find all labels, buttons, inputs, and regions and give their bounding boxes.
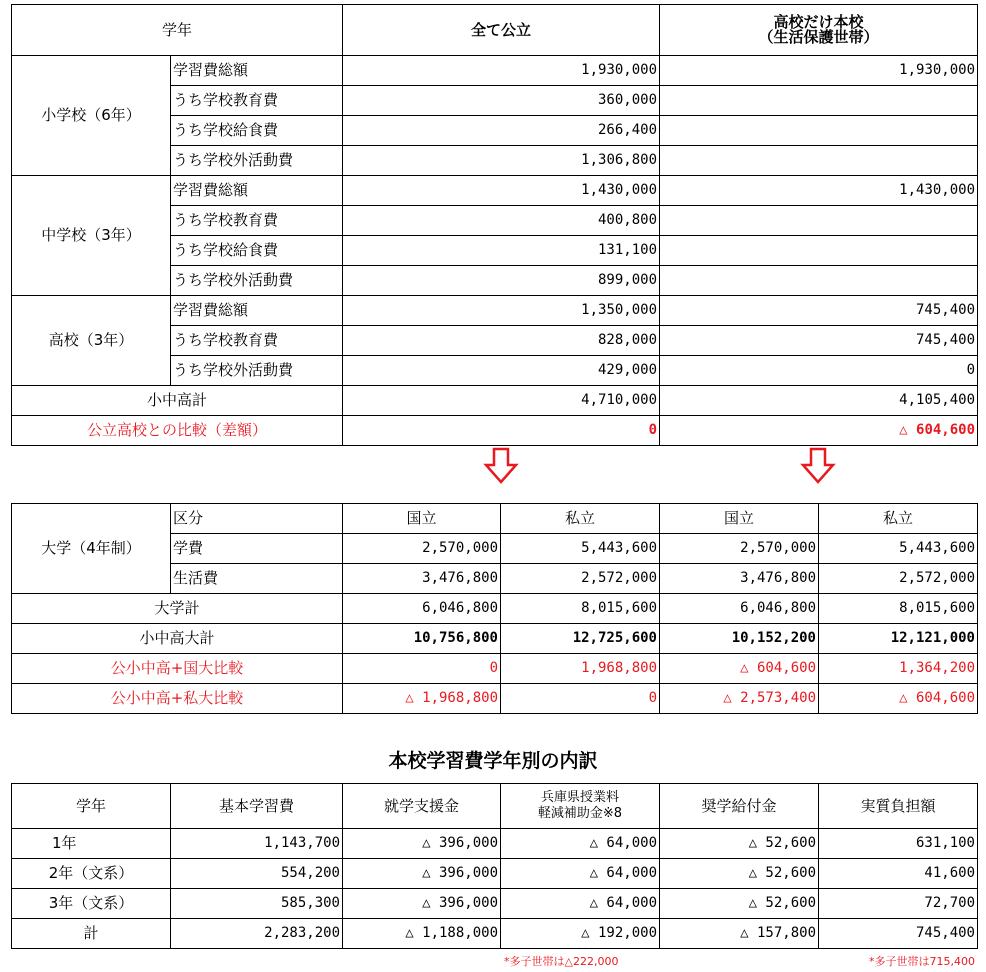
grade-label: 計: [12, 919, 171, 949]
total-label: 小中高計: [12, 386, 343, 416]
value-cell: △ 604,600: [660, 654, 819, 684]
value-cell: 8,015,600: [501, 594, 660, 624]
high-school-label: 高校（3年）: [12, 296, 171, 386]
public-value: 360,000: [343, 86, 660, 116]
public-value: 1,430,000: [343, 176, 660, 206]
table-row: [12, 859, 978, 889]
university-total-row: [12, 594, 978, 624]
value-cell: 10,756,800: [343, 624, 501, 654]
honko-value: [660, 266, 978, 296]
public-value: 266,400: [343, 116, 660, 146]
item-label: うち学校給食費: [171, 236, 343, 266]
public-value: 1,350,000: [343, 296, 660, 326]
value-cell: △ 396,000: [343, 889, 501, 919]
value-cell: 585,300: [171, 889, 343, 919]
private-compare-row: [12, 684, 978, 714]
public-value: 131,100: [343, 236, 660, 266]
item-label: 学習費総額: [171, 176, 343, 206]
compare-row: [12, 416, 978, 446]
value-cell: 12,121,000: [819, 624, 978, 654]
item-label: うち学校教育費: [171, 86, 343, 116]
value-cell: 0: [501, 684, 660, 714]
value-cell: △ 52,600: [660, 829, 819, 859]
scholarship-header: 奨学給付金: [660, 784, 819, 829]
compare-honko: △ 604,600: [660, 416, 978, 446]
grade-label: 3年（文系）: [12, 889, 171, 919]
grade-label: 1年: [12, 829, 171, 859]
value-cell: 12,725,600: [501, 624, 660, 654]
support-fund-header: 就学支援金: [343, 784, 501, 829]
honko-header-line1: 高校だけ本校: [773, 13, 864, 31]
item-label: 生活費: [171, 564, 343, 594]
total-public: 4,710,000: [343, 386, 660, 416]
yearly-breakdown-table: [11, 783, 978, 949]
honko-value: [660, 146, 978, 176]
value-cell: △ 192,000: [501, 919, 660, 949]
value-cell: 554,200: [171, 859, 343, 889]
value-cell: 2,570,000: [660, 534, 819, 564]
grade-label: 2年（文系）: [12, 859, 171, 889]
value-cell: 3,476,800: [660, 564, 819, 594]
value-cell: 2,283,200: [171, 919, 343, 949]
total-row: [12, 386, 978, 416]
item-label: 学費: [171, 534, 343, 564]
value-cell: △ 64,000: [501, 889, 660, 919]
table-row: [12, 56, 978, 86]
value-cell: △ 1,968,800: [343, 684, 501, 714]
multi-child-note-right: *多子世帯は715,400: [869, 955, 975, 968]
table-row: [12, 829, 978, 859]
university-total-label: 大学計: [12, 594, 343, 624]
value-cell: △ 1,188,000: [343, 919, 501, 949]
honko-value: [660, 116, 978, 146]
value-cell: △ 157,800: [660, 919, 819, 949]
national-compare-label: 公小中高+国大比較: [12, 654, 343, 684]
university-cost-table: [11, 503, 978, 714]
hyogo-header-line2: 軽減補助金※8: [537, 806, 623, 821]
grand-total-row: [12, 624, 978, 654]
breakdown-title: 本校学習費学年別の内訳: [388, 750, 598, 772]
compulsory-education-cost-table: [11, 4, 978, 446]
hyogo-header-line1: 兵庫県授業料: [540, 790, 619, 805]
value-cell: 41,600: [819, 859, 978, 889]
honko-value: [660, 206, 978, 236]
elementary-label: 小学校（6年）: [12, 56, 171, 176]
table3-header-row: [12, 784, 978, 829]
honko-header-line2: （生活保護世帯）: [758, 28, 879, 46]
down-arrow-icon: [800, 447, 836, 485]
national-header: 国立: [660, 504, 819, 534]
honko-value: 745,400: [660, 326, 978, 356]
value-cell: 3,476,800: [343, 564, 501, 594]
table2-header-row: [12, 504, 978, 534]
value-cell: 1,968,800: [501, 654, 660, 684]
item-label: うち学校給食費: [171, 116, 343, 146]
item-label: うち学校外活動費: [171, 146, 343, 176]
item-label: うち学校教育費: [171, 326, 343, 356]
hyogo-subsidy-header: [501, 784, 660, 829]
private-header: 私立: [819, 504, 978, 534]
table-row: [12, 919, 978, 949]
value-cell: △ 604,600: [819, 684, 978, 714]
value-cell: 2,570,000: [343, 534, 501, 564]
value-cell: 745,400: [819, 919, 978, 949]
private-header: 私立: [501, 504, 660, 534]
item-label: うち学校教育費: [171, 206, 343, 236]
value-cell: 0: [343, 654, 501, 684]
item-label: うち学校外活動費: [171, 266, 343, 296]
honko-header: [660, 5, 978, 56]
public-value: 1,306,800: [343, 146, 660, 176]
item-label: 学習費総額: [171, 56, 343, 86]
public-value: 1,930,000: [343, 56, 660, 86]
national-compare-row: [12, 654, 978, 684]
public-value: 828,000: [343, 326, 660, 356]
all-public-header: 全て公立: [343, 5, 660, 56]
value-cell: △ 396,000: [343, 829, 501, 859]
value-cell: 631,100: [819, 829, 978, 859]
value-cell: △ 64,000: [501, 859, 660, 889]
honko-value: 1,430,000: [660, 176, 978, 206]
table-row: [12, 176, 978, 206]
value-cell: 1,364,200: [819, 654, 978, 684]
public-value: 400,800: [343, 206, 660, 236]
basic-cost-header: 基本学習費: [171, 784, 343, 829]
table-row: [12, 889, 978, 919]
grand-total-label: 小中高大計: [12, 624, 343, 654]
value-cell: 1,143,700: [171, 829, 343, 859]
university-label: 大学（4年制）: [12, 504, 171, 594]
value-cell: 5,443,600: [819, 534, 978, 564]
public-value: 899,000: [343, 266, 660, 296]
public-value: 429,000: [343, 356, 660, 386]
item-label: 学習費総額: [171, 296, 343, 326]
value-cell: 72,700: [819, 889, 978, 919]
total-honko: 4,105,400: [660, 386, 978, 416]
junior-label: 中学校（3年）: [12, 176, 171, 296]
value-cell: 2,572,000: [819, 564, 978, 594]
table-row: [12, 296, 978, 326]
honko-value: [660, 86, 978, 116]
honko-value: [660, 236, 978, 266]
private-compare-label: 公小中高+私大比較: [12, 684, 343, 714]
compare-public: 0: [343, 416, 660, 446]
honko-value: 0: [660, 356, 978, 386]
value-cell: △ 52,600: [660, 859, 819, 889]
value-cell: △ 64,000: [501, 829, 660, 859]
value-cell: 6,046,800: [660, 594, 819, 624]
honko-value: 745,400: [660, 296, 978, 326]
value-cell: 2,572,000: [501, 564, 660, 594]
value-cell: 6,046,800: [343, 594, 501, 624]
national-header: 国立: [343, 504, 501, 534]
multi-child-note-left: *多子世帯は△222,000: [504, 955, 619, 968]
honko-value: 1,930,000: [660, 56, 978, 86]
item-label: うち学校外活動費: [171, 356, 343, 386]
value-cell: 8,015,600: [819, 594, 978, 624]
value-cell: 5,443,600: [501, 534, 660, 564]
value-cell: △ 396,000: [343, 859, 501, 889]
actual-burden-header: 実質負担額: [819, 784, 978, 829]
down-arrow-icon: [483, 447, 519, 485]
value-cell: 10,152,200: [660, 624, 819, 654]
grade-header: 学年: [12, 784, 171, 829]
value-cell: △ 52,600: [660, 889, 819, 919]
table1-header-row: [12, 5, 978, 56]
category-header: 区分: [171, 504, 343, 534]
compare-label: 公立高校との比較（差額）: [12, 416, 343, 446]
value-cell: △ 2,573,400: [660, 684, 819, 714]
grade-header: 学年: [12, 5, 343, 56]
